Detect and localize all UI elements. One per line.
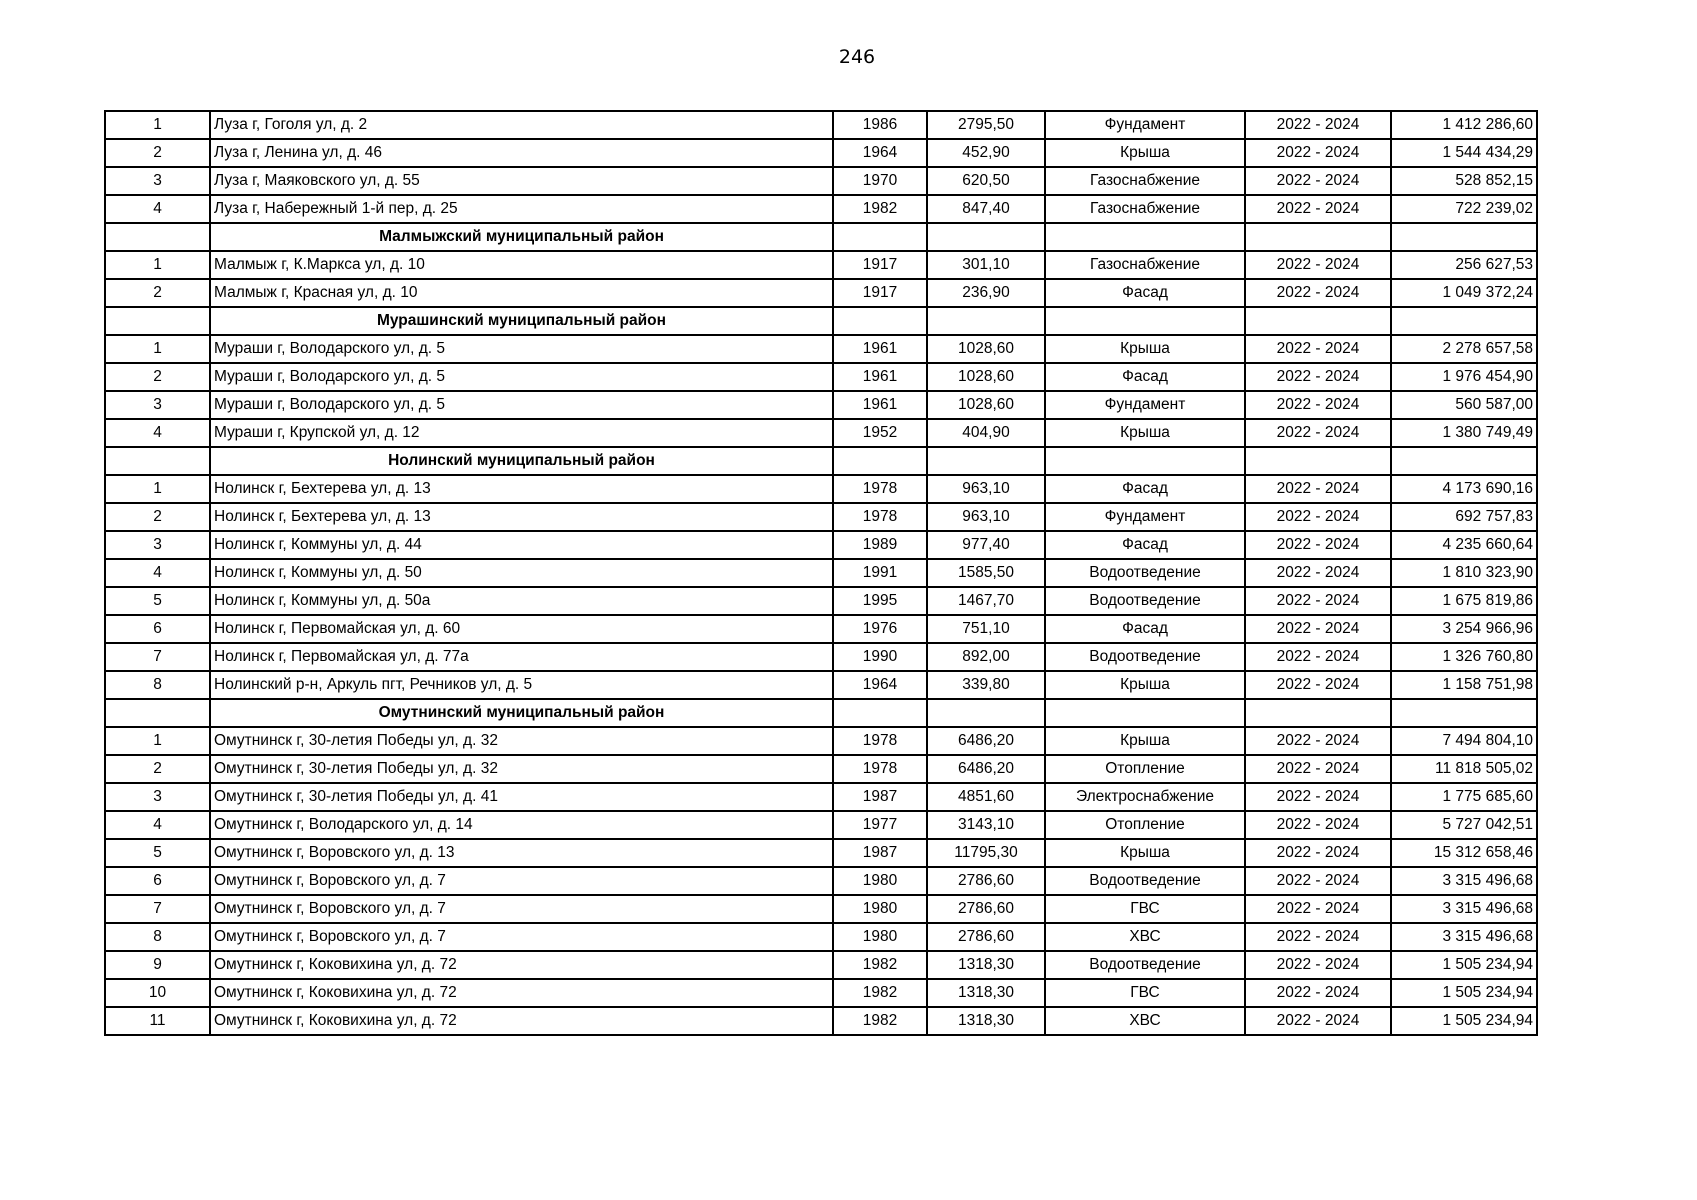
row-number-cell: 3 <box>105 531 210 559</box>
table-row <box>105 419 1537 447</box>
area-cell: 339,80 <box>927 671 1045 699</box>
table-row <box>105 671 1537 699</box>
row-number-cell: 7 <box>105 643 210 671</box>
period-cell: 2022 - 2024 <box>1245 587 1391 615</box>
address-cell: Нолинск г, Первомайская ул, д. 77а <box>210 643 833 671</box>
address-cell: Мураши г, Володарского ул, д. 5 <box>210 363 833 391</box>
table-row <box>105 923 1537 951</box>
work-type-cell: Фундамент <box>1045 111 1245 139</box>
area-cell: 6486,20 <box>927 755 1045 783</box>
work-type-cell: Крыша <box>1045 839 1245 867</box>
work-type-cell <box>1045 307 1245 335</box>
period-cell: 2022 - 2024 <box>1245 755 1391 783</box>
row-number-cell: 5 <box>105 587 210 615</box>
address-cell: Мураши г, Крупской ул, д. 12 <box>210 419 833 447</box>
period-cell <box>1245 447 1391 475</box>
year-cell: 1961 <box>833 335 927 363</box>
cost-cell: 1 412 286,60 <box>1391 111 1537 139</box>
table-row <box>105 503 1537 531</box>
year-cell: 1991 <box>833 559 927 587</box>
cost-cell: 1 380 749,49 <box>1391 419 1537 447</box>
table-row <box>105 951 1537 979</box>
work-type-cell: Отопление <box>1045 755 1245 783</box>
period-cell: 2022 - 2024 <box>1245 811 1391 839</box>
work-type-cell: ХВС <box>1045 1007 1245 1035</box>
row-number-cell: 3 <box>105 167 210 195</box>
year-cell: 1977 <box>833 811 927 839</box>
row-number-cell: 6 <box>105 615 210 643</box>
area-cell <box>927 699 1045 727</box>
cost-cell: 1 505 234,94 <box>1391 1007 1537 1035</box>
year-cell: 1961 <box>833 363 927 391</box>
table-row <box>105 755 1537 783</box>
period-cell: 2022 - 2024 <box>1245 335 1391 363</box>
year-cell: 1980 <box>833 895 927 923</box>
work-type-cell: Газоснабжение <box>1045 195 1245 223</box>
work-type-cell: Водоотведение <box>1045 867 1245 895</box>
work-type-cell: Электроснабжение <box>1045 783 1245 811</box>
cost-cell: 722 239,02 <box>1391 195 1537 223</box>
cost-cell: 4 235 660,64 <box>1391 531 1537 559</box>
table-row <box>105 727 1537 755</box>
address-cell: Нолинск г, Коммуны ул, д. 44 <box>210 531 833 559</box>
period-cell: 2022 - 2024 <box>1245 559 1391 587</box>
area-cell: 452,90 <box>927 139 1045 167</box>
year-cell: 1995 <box>833 587 927 615</box>
address-cell: Омутнинск г, 30-летия Победы ул, д. 32 <box>210 727 833 755</box>
row-number-cell: 1 <box>105 475 210 503</box>
work-type-cell: Водоотведение <box>1045 559 1245 587</box>
table-row <box>105 811 1537 839</box>
area-cell: 1028,60 <box>927 363 1045 391</box>
table-row <box>105 839 1537 867</box>
work-type-cell: Фасад <box>1045 279 1245 307</box>
area-cell: 1318,30 <box>927 1007 1045 1035</box>
period-cell: 2022 - 2024 <box>1245 951 1391 979</box>
period-cell: 2022 - 2024 <box>1245 923 1391 951</box>
period-cell: 2022 - 2024 <box>1245 783 1391 811</box>
cost-cell: 15 312 658,46 <box>1391 839 1537 867</box>
address-cell: Мураши г, Володарского ул, д. 5 <box>210 391 833 419</box>
period-cell: 2022 - 2024 <box>1245 139 1391 167</box>
period-cell: 2022 - 2024 <box>1245 391 1391 419</box>
area-cell: 892,00 <box>927 643 1045 671</box>
row-number-cell: 10 <box>105 979 210 1007</box>
period-cell: 2022 - 2024 <box>1245 419 1391 447</box>
address-cell: Омутнинск г, Воровского ул, д. 7 <box>210 923 833 951</box>
cost-cell: 2 278 657,58 <box>1391 335 1537 363</box>
work-type-cell: Крыша <box>1045 727 1245 755</box>
address-cell: Омутнинск г, 30-летия Победы ул, д. 32 <box>210 755 833 783</box>
address-cell: Омутнинск г, Володарского ул, д. 14 <box>210 811 833 839</box>
table-row <box>105 895 1537 923</box>
cost-cell: 1 326 760,80 <box>1391 643 1537 671</box>
work-type-cell: Водоотведение <box>1045 587 1245 615</box>
cost-cell: 528 852,15 <box>1391 167 1537 195</box>
area-cell: 963,10 <box>927 475 1045 503</box>
period-cell <box>1245 223 1391 251</box>
area-cell: 1467,70 <box>927 587 1045 615</box>
district-header-row <box>105 223 1537 251</box>
table-row <box>105 139 1537 167</box>
table-row <box>105 335 1537 363</box>
cost-cell <box>1391 307 1537 335</box>
cost-cell <box>1391 447 1537 475</box>
cost-cell: 1 976 454,90 <box>1391 363 1537 391</box>
period-cell: 2022 - 2024 <box>1245 111 1391 139</box>
work-type-cell: Крыша <box>1045 335 1245 363</box>
area-cell <box>927 447 1045 475</box>
area-cell: 3143,10 <box>927 811 1045 839</box>
year-cell: 1917 <box>833 251 927 279</box>
cost-cell: 3 254 966,96 <box>1391 615 1537 643</box>
cost-cell: 1 505 234,94 <box>1391 951 1537 979</box>
work-type-cell: Отопление <box>1045 811 1245 839</box>
table-row <box>105 979 1537 1007</box>
row-number-cell: 6 <box>105 867 210 895</box>
work-type-cell: ХВС <box>1045 923 1245 951</box>
cost-cell: 1 158 751,98 <box>1391 671 1537 699</box>
area-cell: 236,90 <box>927 279 1045 307</box>
period-cell: 2022 - 2024 <box>1245 867 1391 895</box>
area-cell: 404,90 <box>927 419 1045 447</box>
table-row <box>105 391 1537 419</box>
period-cell <box>1245 307 1391 335</box>
cost-cell: 256 627,53 <box>1391 251 1537 279</box>
page-number: 246 <box>838 46 876 68</box>
year-cell: 1980 <box>833 867 927 895</box>
row-number-cell: 1 <box>105 727 210 755</box>
row-number-cell <box>105 307 210 335</box>
area-cell: 751,10 <box>927 615 1045 643</box>
address-cell: Нолинск г, Бехтерева ул, д. 13 <box>210 475 833 503</box>
year-cell: 1982 <box>833 951 927 979</box>
cost-cell: 692 757,83 <box>1391 503 1537 531</box>
period-cell: 2022 - 2024 <box>1245 727 1391 755</box>
table-row <box>105 1007 1537 1035</box>
cost-cell: 1 505 234,94 <box>1391 979 1537 1007</box>
work-type-cell: Крыша <box>1045 671 1245 699</box>
work-type-cell: Фасад <box>1045 363 1245 391</box>
row-number-cell: 8 <box>105 923 210 951</box>
year-cell: 1964 <box>833 139 927 167</box>
year-cell <box>833 699 927 727</box>
period-cell: 2022 - 2024 <box>1245 503 1391 531</box>
row-number-cell: 2 <box>105 503 210 531</box>
work-type-cell: Крыша <box>1045 139 1245 167</box>
area-cell: 11795,30 <box>927 839 1045 867</box>
year-cell: 1961 <box>833 391 927 419</box>
address-cell: Омутнинск г, Воровского ул, д. 7 <box>210 867 833 895</box>
address-cell: Омутнинск г, 30-летия Победы ул, д. 41 <box>210 783 833 811</box>
row-number-cell: 4 <box>105 419 210 447</box>
table-row <box>105 251 1537 279</box>
work-type-cell: Газоснабжение <box>1045 167 1245 195</box>
period-cell: 2022 - 2024 <box>1245 643 1391 671</box>
work-type-cell: ГВС <box>1045 979 1245 1007</box>
row-number-cell <box>105 223 210 251</box>
address-cell: Луза г, Маяковского ул, д. 55 <box>210 167 833 195</box>
address-cell: Омутнинск г, Воровского ул, д. 7 <box>210 895 833 923</box>
cost-cell <box>1391 223 1537 251</box>
table-row <box>105 615 1537 643</box>
area-cell: 6486,20 <box>927 727 1045 755</box>
year-cell: 1978 <box>833 503 927 531</box>
year-cell: 1987 <box>833 839 927 867</box>
row-number-cell: 5 <box>105 839 210 867</box>
year-cell: 1978 <box>833 727 927 755</box>
period-cell <box>1245 699 1391 727</box>
work-type-cell: Водоотведение <box>1045 643 1245 671</box>
row-number-cell: 2 <box>105 139 210 167</box>
year-cell: 1980 <box>833 923 927 951</box>
row-number-cell: 11 <box>105 1007 210 1035</box>
district-header-row <box>105 447 1537 475</box>
period-cell: 2022 - 2024 <box>1245 195 1391 223</box>
period-cell: 2022 - 2024 <box>1245 251 1391 279</box>
row-number-cell: 3 <box>105 391 210 419</box>
period-cell: 2022 - 2024 <box>1245 979 1391 1007</box>
address-cell: Омутнинск г, Коковихина ул, д. 72 <box>210 979 833 1007</box>
row-number-cell: 2 <box>105 755 210 783</box>
cost-cell: 5 727 042,51 <box>1391 811 1537 839</box>
year-cell: 1970 <box>833 167 927 195</box>
district-name-cell: Малмыжский муниципальный район <box>210 223 833 251</box>
table-row <box>105 531 1537 559</box>
row-number-cell: 3 <box>105 783 210 811</box>
year-cell: 1982 <box>833 979 927 1007</box>
year-cell: 1982 <box>833 1007 927 1035</box>
year-cell: 1978 <box>833 755 927 783</box>
year-cell: 1952 <box>833 419 927 447</box>
row-number-cell: 4 <box>105 559 210 587</box>
district-name-cell: Мурашинский муниципальный район <box>210 307 833 335</box>
registry-body <box>105 111 1537 1035</box>
period-cell: 2022 - 2024 <box>1245 671 1391 699</box>
table-row <box>105 363 1537 391</box>
period-cell: 2022 - 2024 <box>1245 839 1391 867</box>
year-cell: 1990 <box>833 643 927 671</box>
period-cell: 2022 - 2024 <box>1245 475 1391 503</box>
table-row <box>105 559 1537 587</box>
year-cell <box>833 223 927 251</box>
year-cell: 1964 <box>833 671 927 699</box>
table-row <box>105 195 1537 223</box>
cost-cell: 1 675 819,86 <box>1391 587 1537 615</box>
row-number-cell: 7 <box>105 895 210 923</box>
work-type-cell: Фундамент <box>1045 503 1245 531</box>
year-cell <box>833 307 927 335</box>
table-row <box>105 279 1537 307</box>
table-row <box>105 783 1537 811</box>
cost-cell: 1 810 323,90 <box>1391 559 1537 587</box>
work-type-cell: ГВС <box>1045 895 1245 923</box>
address-cell: Луза г, Набережный 1-й пер, д. 25 <box>210 195 833 223</box>
cost-cell: 7 494 804,10 <box>1391 727 1537 755</box>
area-cell <box>927 223 1045 251</box>
row-number-cell: 2 <box>105 363 210 391</box>
period-cell: 2022 - 2024 <box>1245 363 1391 391</box>
table-row <box>105 867 1537 895</box>
cost-cell: 1 775 685,60 <box>1391 783 1537 811</box>
area-cell: 2786,60 <box>927 867 1045 895</box>
row-number-cell: 1 <box>105 335 210 363</box>
district-name-cell: Нолинский муниципальный район <box>210 447 833 475</box>
year-cell: 1989 <box>833 531 927 559</box>
address-cell: Малмыж г, К.Маркса ул, д. 10 <box>210 251 833 279</box>
table-row <box>105 643 1537 671</box>
area-cell: 301,10 <box>927 251 1045 279</box>
area-cell: 1318,30 <box>927 951 1045 979</box>
period-cell: 2022 - 2024 <box>1245 531 1391 559</box>
cost-cell: 3 315 496,68 <box>1391 867 1537 895</box>
work-type-cell <box>1045 447 1245 475</box>
year-cell: 1917 <box>833 279 927 307</box>
cost-cell: 1 544 434,29 <box>1391 139 1537 167</box>
address-cell: Нолинский р-н, Аркуль пгт, Речников ул, д. 5 <box>210 671 833 699</box>
table-row <box>105 587 1537 615</box>
cost-cell <box>1391 699 1537 727</box>
address-cell: Омутнинск г, Коковихина ул, д. 72 <box>210 1007 833 1035</box>
district-name-cell: Омутнинский муниципальный район <box>210 699 833 727</box>
row-number-cell: 9 <box>105 951 210 979</box>
year-cell: 1987 <box>833 783 927 811</box>
address-cell: Малмыж г, Красная ул, д. 10 <box>210 279 833 307</box>
area-cell: 1585,50 <box>927 559 1045 587</box>
year-cell: 1982 <box>833 195 927 223</box>
cost-cell: 3 315 496,68 <box>1391 895 1537 923</box>
work-type-cell: Фасад <box>1045 615 1245 643</box>
row-number-cell: 1 <box>105 251 210 279</box>
area-cell <box>927 307 1045 335</box>
area-cell: 2786,60 <box>927 895 1045 923</box>
area-cell: 1028,60 <box>927 391 1045 419</box>
area-cell: 620,50 <box>927 167 1045 195</box>
year-cell: 1978 <box>833 475 927 503</box>
table-row <box>105 111 1537 139</box>
address-cell: Луза г, Гоголя ул, д. 2 <box>210 111 833 139</box>
period-cell: 2022 - 2024 <box>1245 279 1391 307</box>
period-cell: 2022 - 2024 <box>1245 167 1391 195</box>
period-cell: 2022 - 2024 <box>1245 1007 1391 1035</box>
row-number-cell: 4 <box>105 811 210 839</box>
work-type-cell: Крыша <box>1045 419 1245 447</box>
area-cell: 2795,50 <box>927 111 1045 139</box>
row-number-cell <box>105 699 210 727</box>
work-type-cell: Фасад <box>1045 531 1245 559</box>
year-cell <box>833 447 927 475</box>
work-type-cell: Водоотведение <box>1045 951 1245 979</box>
district-header-row <box>105 699 1537 727</box>
address-cell: Омутнинск г, Коковихина ул, д. 72 <box>210 951 833 979</box>
period-cell: 2022 - 2024 <box>1245 895 1391 923</box>
table-row <box>105 475 1537 503</box>
area-cell: 1318,30 <box>927 979 1045 1007</box>
cost-cell: 3 315 496,68 <box>1391 923 1537 951</box>
cost-cell: 4 173 690,16 <box>1391 475 1537 503</box>
row-number-cell: 2 <box>105 279 210 307</box>
district-header-row <box>105 307 1537 335</box>
cost-cell: 1 049 372,24 <box>1391 279 1537 307</box>
table-row <box>105 167 1537 195</box>
area-cell: 4851,60 <box>927 783 1045 811</box>
area-cell: 1028,60 <box>927 335 1045 363</box>
row-number-cell <box>105 447 210 475</box>
repair-registry-table <box>104 110 1538 1036</box>
address-cell: Нолинск г, Коммуны ул, д. 50 <box>210 559 833 587</box>
area-cell: 847,40 <box>927 195 1045 223</box>
work-type-cell <box>1045 223 1245 251</box>
work-type-cell <box>1045 699 1245 727</box>
work-type-cell: Газоснабжение <box>1045 251 1245 279</box>
work-type-cell: Фундамент <box>1045 391 1245 419</box>
address-cell: Нолинск г, Первомайская ул, д. 60 <box>210 615 833 643</box>
year-cell: 1976 <box>833 615 927 643</box>
area-cell: 963,10 <box>927 503 1045 531</box>
row-number-cell: 1 <box>105 111 210 139</box>
address-cell: Омутнинск г, Воровского ул, д. 13 <box>210 839 833 867</box>
cost-cell: 560 587,00 <box>1391 391 1537 419</box>
area-cell: 2786,60 <box>927 923 1045 951</box>
cost-cell: 11 818 505,02 <box>1391 755 1537 783</box>
area-cell: 977,40 <box>927 531 1045 559</box>
address-cell: Мураши г, Володарского ул, д. 5 <box>210 335 833 363</box>
address-cell: Нолинск г, Коммуны ул, д. 50а <box>210 587 833 615</box>
period-cell: 2022 - 2024 <box>1245 615 1391 643</box>
row-number-cell: 4 <box>105 195 210 223</box>
address-cell: Луза г, Ленина ул, д. 46 <box>210 139 833 167</box>
address-cell: Нолинск г, Бехтерева ул, д. 13 <box>210 503 833 531</box>
work-type-cell: Фасад <box>1045 475 1245 503</box>
row-number-cell: 8 <box>105 671 210 699</box>
year-cell: 1986 <box>833 111 927 139</box>
